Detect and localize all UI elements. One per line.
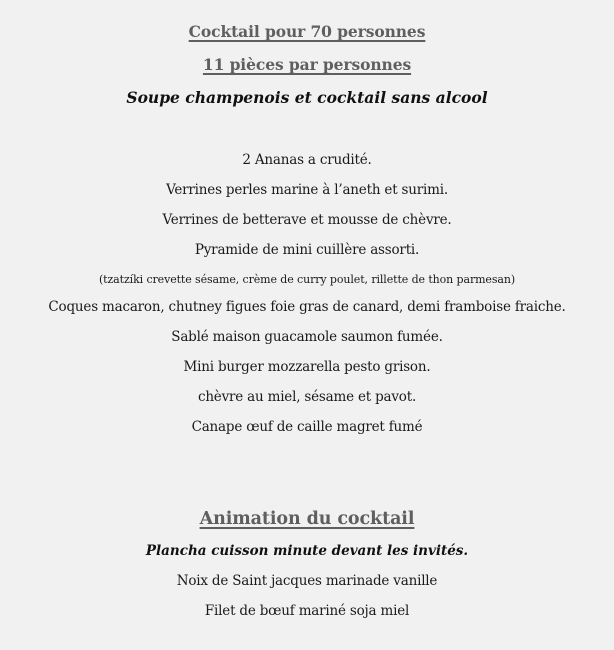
menu-item: Mini burger mozzarella pesto grison.	[183, 359, 431, 375]
animation-item: Filet de bœuf mariné soja miel	[204, 603, 410, 619]
menu-item: Coques macaron, chutney figues foie gras de canard, demi framboise fraiche.	[48, 299, 566, 315]
menu-item: Canape œuf de caille magret fumé	[191, 419, 423, 435]
drinks-subtitle: Soupe champenois et cocktail sans alcool	[126, 88, 488, 107]
animation-subtitle: Plancha cuisson minute devant les invités.	[145, 543, 469, 559]
menu-item: chèvre au miel, sésame et pavot.	[197, 389, 417, 405]
menu-item: Sablé maison guacamole saumon fumée.	[171, 329, 443, 345]
menu-item: 2 Ananas a crudité.	[242, 152, 372, 168]
menu-item: Verrines perles marine à l’aneth et surimi.	[166, 182, 448, 198]
menu-item: Pyramide de mini cuillère assorti.	[194, 242, 420, 258]
menu-item-note: (tzatzíki crevette sésame, crème de curry poulet, rillette de thon parmesan)	[98, 273, 516, 286]
pieces-heading: 11 pièces par personnes	[202, 55, 412, 74]
animation-heading: Animation du cocktail	[199, 509, 415, 529]
title-heading: Cocktail pour 70 personnes	[188, 22, 426, 41]
menu-item: Verrines de betterave et mousse de chèvre.	[162, 212, 452, 228]
animation-item: Noix de Saint jacques marinade vanille	[176, 573, 438, 589]
